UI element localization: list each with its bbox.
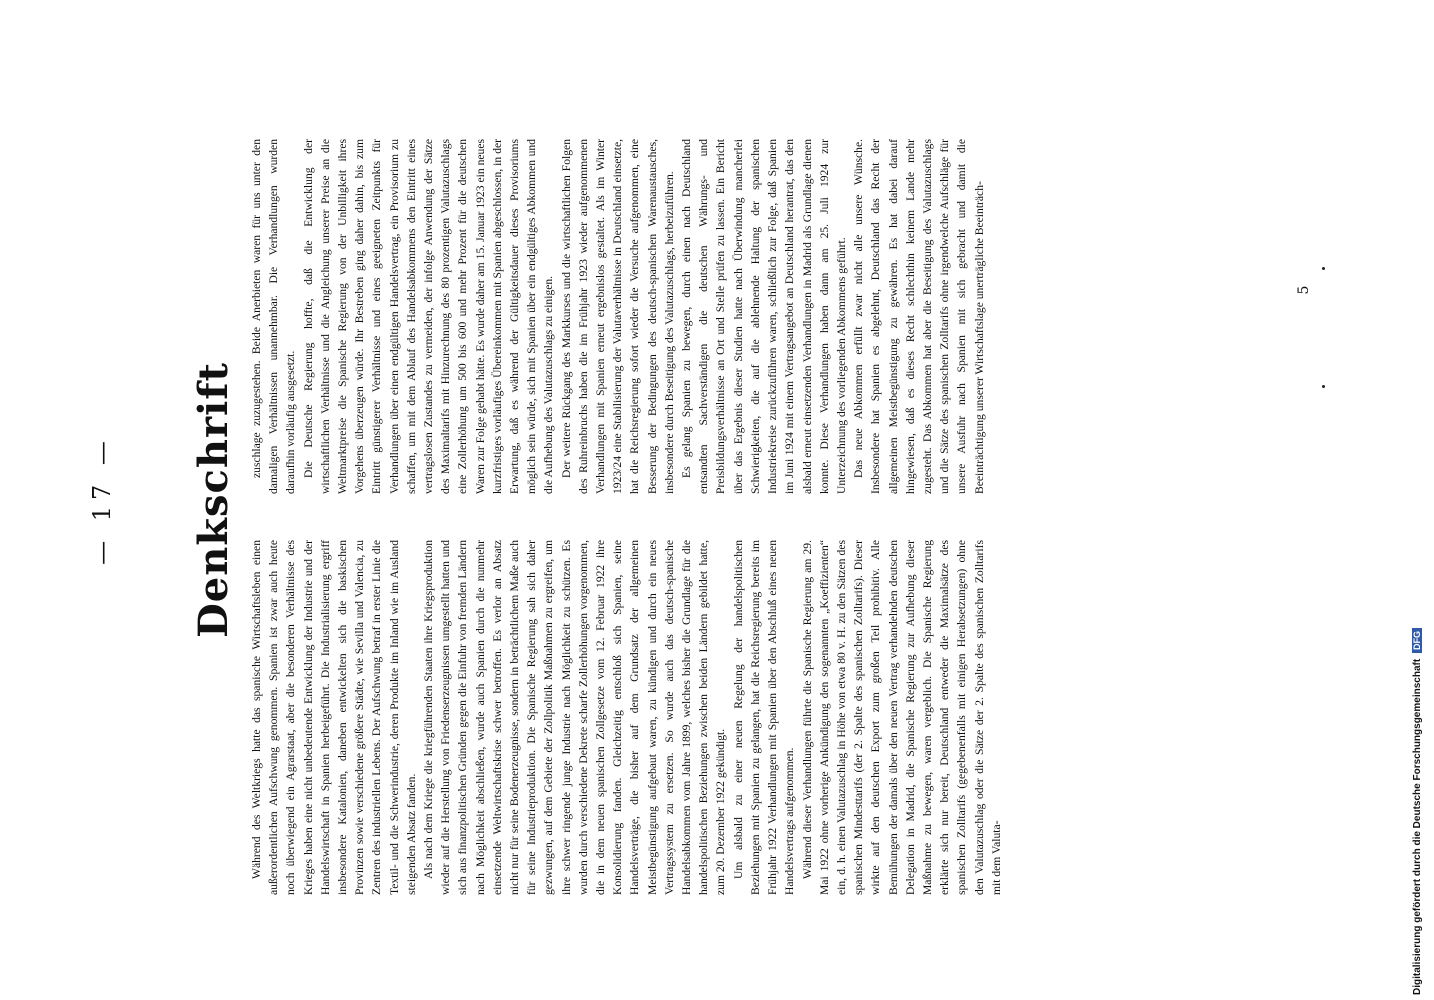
scan-speck [1322,267,1325,270]
dfg-logo: DFG [1412,628,1422,653]
digitization-note [1410,0,1434,1000]
left-column [248,540,1005,895]
paragraph: zuschlage zuzugestehen. Beide Anerbieten waren für uns unter den damaligen Verhältnissen unannehmbar. Die Verhandlungen wurden daraufhin vorläufig ausgesetzt. [250,139,298,494]
digitization-note-text: Digitalisierung gefördert durch die Deutsche Forschungsgemeinschaft [1412,658,1423,995]
right-column [248,139,988,494]
paragraph: Während dieser Verhandlungen führte die Spanische Regierung am 29. Mai 1922 ohne vorherige Ankündigung den sogenannten „Koeffizienten“ ein, d. h. einen Valutazuschlag in Höhe von etwa 80 v. H. zu den Sätzen des spanischen Mindesttarifs (der 2. Spalte des spanischen Zolltarifs). Dieser wirkte auf den deutschen Export zum großen Teil prohibitiv. Alle Bemühungen der damals über den neuen Vertrag verhandelnden deutschen Delegation in Madrid, die Spanische Regierung zur Aufhebung dieser Maßnahme zu bewegen, waren vergeblich. Die Spanische Regierung erklärte sich nur bereit, Deutschland entweder die Maximalsätze des spanischen Zolltarifs (gegebenenfalls mit einigen Herabsetzungen) ohne den Valutazuschlag oder die Sätze der 2. Spalte des spanischen Zolltarifs mit dem Valuta- [800,540,1003,895]
paragraph: Das neue Abkommen erfüllt zwar nicht alle unsere Wünsche. Insbesondere hat Spanien es abgelehnt, Deutschland das Recht der allgemeinen Meistbegünstigung zu gewähren. Es hat dabei darauf hingewiesen, daß es dieses Recht schlechthin keinem Lande mehr zugesteht. Das Abkommen hat aber die Beseitigung des Valutazuschlags und die Sätze des spanischen Zolltarifs ohne irgendwelche Aufschläge für unsere Ausfuhr nach Spanien mit sich gebracht und damit die Beeinträchtigung unserer Wirtschaftslage unerträgliche Beeinträch- [852,139,986,494]
paragraph: Um alsbald zu einer neuen Regelung der handelspolitischen Beziehungen mit Spanien zu gelangen, hat die Reichsregierung bereits im Frühjahr 1922 Verhandlungen mit Spanien über den Abschluß eines neuen Handelsvertrags aufgenommen. [731,540,797,895]
paragraph: Als nach dem Kriege die kriegführenden Staaten ihre Kriegsproduktion wieder auf die Herstellung von Friedenserzeugnissen umgestellt hatten und sich aus finanzpolitischen Gründen gegen die Einfuhr von fremden Ländern nach Möglichkeit abschließen, wurde auch Spanien durch die nunmehr einsetzende Weltwirtschaftskrise schwer betroffen. Es verlor an Absatz nicht nur für seine Bodenerzeugnisse, sondern in beträchtlichem Maße auch für seine Industrieproduktion. Die Spanische Regierung sah sich daher gezwungen, auf dem Gebiete der Zollpolitik Maßnahmen zu ergreifen, um ihre schwer ringende junge Industrie nach Möglichkeit zu schützen. Es wurden durch verschiedene Dekrete scharfe Zollerhöhungen vorgenommen, die in dem neuen spanischen Zollgesetze vom 12. Februar 1922 ihre Konsolidierung fanden. Gleichzeitig entschloß sich Spanien, seine Handelsverträge, die bisher auf dem Grundsatz der allgemeinen Meistbegünstigung aufgebaut waren, zu kündigen und durch ein neues Vertragssystem zu ersetzen. So wurde auch das deutsch-spanische Handelsabkommen vom Jahre 1899, welches bisher die Grundlage für die handelspolitischen Beziehungen zwischen beiden Ländern gebildet hatte, zum 20. Dezember 1922 gekündigt. [422,540,728,895]
page-title: Denkschrift [190,362,237,638]
scan-speck [1322,385,1325,388]
signature-number: 5 [1296,285,1312,295]
paragraph: Während des Weltkriegs hatte das spanische Wirtschaftsleben einen außerordentlichen Aufschwung genommen. Spanien ist zwar auch heute noch überwiegend ein Agrarstaat, aber die besonderen Verhältnisse des Krieges haben eine nicht unbedeutende Entwicklung der Industrie und der Handelswirtschaft in Spanien herbeigeführt. Die Industrialisierung ergriff insbesondere Katalonien, daneben entwickelten sich die baskischen Provinzen sowie verschiedene größere Städte, wie Sevilla und Valencia, zu Zentren des industriellen Lebens. Der Aufschwung betraf in erster Linie die Textil- und die Schwerindustrie, deren Produkte im Inland wie im Ausland steigenden Absatz fanden. [250,540,418,895]
paragraph: Der weitere Rückgang des Markkurses und die wirtschaftlichen Folgen des Ruhreinbruchs haben die im Frühjahr 1923 wieder aufgenommenen Verhandlungen mit Spanien erneut ergebnislos gestaltet. Als im Winter 1923/24 eine Stabilisierung der Valutaverhältnisse in Deutschland einsetzte, hat die Reichsregierung sofort wieder die Versuche aufgenommen, eine Besserung der Bedingungen des deutsch-spanischen Warenaustausches, insbesondere durch Beseitigung des Valutazuschlags, herbeizuführen. [559,139,676,494]
page-number: — 17 — [88,435,116,565]
paragraph: Die Deutsche Regierung hoffte, daß die Entwicklung der wirtschaftlichen Verhältnisse und die Angleichung unserer Preise an die Weltmarktpreise die Spanische Regierung von der Unbilligkeit ihres Vorgehens überzeugen würde. Ihr Bestreben ging daher dahin, bis zum Eintritt günstigerer Verhältnisse und eines geeigneten Zeitpunkts für Verhandlungen über einen endgültigen Handelsvertrag, ein Provisorium zu schaffen, um mit dem Ablauf des Handelsabkommens den Eintritt eines vertragslosen Zustandes zu vermeiden, der infolge Anwendung der Sätze des Maximaltarifs mit Hinzurechnung des 80 prozentigen Valutazuschlags eine Zollerhöhung um 500 bis 600 und mehr Prozent für die deutschen Waren zur Folge gehabt hätte. Es wurde daher am 15. Januar 1923 ein neues kurzfristiges vorläufiges Übereinkommen mit Spanien abgeschlossen, in der Erwartung, daß es während der Gültigkeitsdauer dieses Provisoriums möglich sein würde, sich mit Spanien über ein endgültiges Abkommen und die Aufhebung des Valutazuschlags zu einigen. [301,139,556,494]
paragraph: Es gelang Spanien zu bewegen, durch einen nach Deutschland entsandten Sachverständigen die deutschen Währungs- und Preisbildungsverhältnisse an Ort und Stelle prüfen zu lassen. Ein Bericht über das Ergebnis dieser Studien hatte nach Überwindung mancherlei Schwierigkeiten, die auf die ablehnende Haltung der spanischen Industriekreise zurückzuführen waren, schließlich zur Folge, daß Spanien im Juni 1924 mit einem Vertragsangebot an Deutschland herantrat, das den alsbald erneut einsetzenden Verhandlungen in Madrid als Grundlage dienen konnte. Diese Verhandlungen haben dann am 25. Juli 1924 zur Unterzeichnung des vorliegenden Abkommens geführt. [680,139,848,494]
